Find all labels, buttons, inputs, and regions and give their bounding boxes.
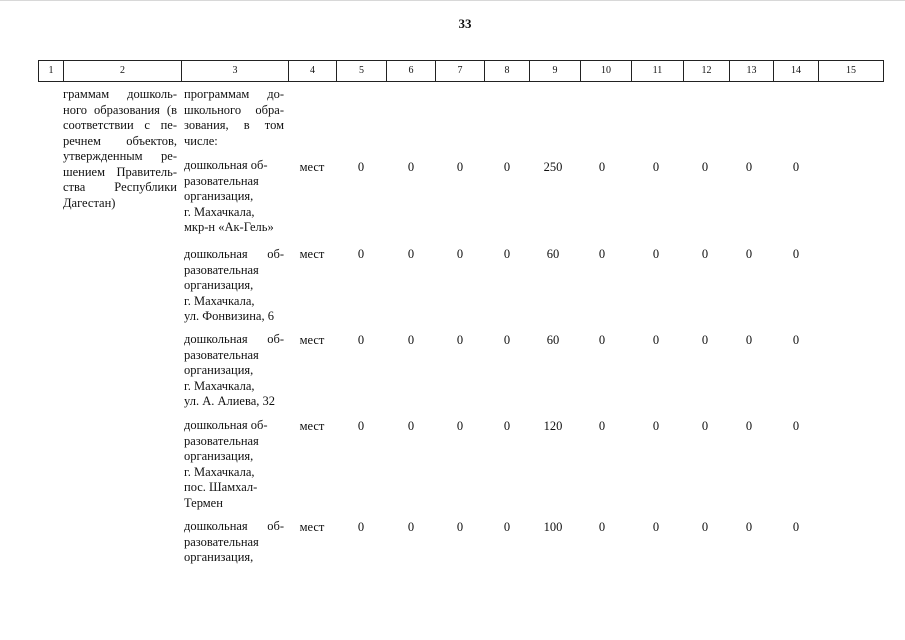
value-cell: 0 <box>407 333 415 347</box>
object-line: пос. Шамхал- <box>184 480 258 494</box>
value-cell: 0 <box>792 520 800 534</box>
object-line: дошкольная об- <box>184 247 284 261</box>
value-cell: 0 <box>598 160 606 174</box>
value-cell: 0 <box>456 333 464 347</box>
unit-cell: мест <box>299 520 325 534</box>
object-line: организация, <box>184 363 254 377</box>
header-cell-8: 8 <box>485 61 530 82</box>
value-cell: 120 <box>543 419 563 433</box>
value-cell: 0 <box>357 520 365 534</box>
value-cell: 0 <box>456 247 464 261</box>
object-line: дошкольная об- <box>184 519 284 533</box>
col3-intro <box>184 87 284 149</box>
col2-line: речнем объектов, <box>63 133 177 148</box>
intro-line: числе: <box>184 133 218 148</box>
value-cell: 0 <box>745 247 753 261</box>
header-cell-6: 6 <box>387 61 436 82</box>
value-cell: 0 <box>456 520 464 534</box>
value-cell: 0 <box>652 160 660 174</box>
value-cell: 0 <box>503 160 511 174</box>
header-cell-5: 5 <box>337 61 387 82</box>
header-cell-15: 15 <box>819 61 884 82</box>
value-cell: 100 <box>543 520 563 534</box>
unit-cell: мест <box>299 160 325 174</box>
col2-line: граммам дошколь- <box>63 87 177 101</box>
value-cell: 0 <box>456 419 464 433</box>
header-cell-12: 12 <box>684 61 730 82</box>
table-row <box>0 246 905 262</box>
header-row <box>39 61 884 82</box>
intro-line: зования, в том <box>184 118 284 132</box>
value-cell: 0 <box>792 419 800 433</box>
value-cell: 0 <box>407 160 415 174</box>
table-row <box>0 519 905 535</box>
col2-line: Дагестан) <box>63 195 116 210</box>
value-cell: 0 <box>701 520 709 534</box>
object-line: Термен <box>184 495 223 510</box>
object-line: г. Махачкала, <box>184 378 255 393</box>
value-cell: 0 <box>701 247 709 261</box>
object-line: г. Махачкала, <box>184 293 255 308</box>
object-line: разовательная <box>184 262 259 277</box>
value-cell: 0 <box>652 520 660 534</box>
col2-description <box>63 87 177 211</box>
top-rule <box>0 0 905 1</box>
value-cell: 0 <box>701 333 709 347</box>
value-cell: 60 <box>546 247 560 261</box>
value-cell: 0 <box>598 247 606 261</box>
column-number-header <box>38 60 884 82</box>
object-line: разовательная <box>184 433 259 448</box>
value-cell: 0 <box>357 247 365 261</box>
header-cell-7: 7 <box>436 61 485 82</box>
value-cell: 0 <box>598 419 606 433</box>
value-cell: 0 <box>652 419 660 433</box>
object-line: г. Махачкала, <box>184 464 255 479</box>
object-line: мкр-н «Ак-Гель» <box>184 220 274 234</box>
value-cell: 0 <box>598 520 606 534</box>
object-line: дошкольная об- <box>184 158 268 172</box>
col2-line: шением Правитель- <box>63 164 177 179</box>
header-cell-3: 3 <box>182 61 289 82</box>
object-line: разовательная <box>184 347 259 362</box>
value-cell: 0 <box>407 419 415 433</box>
object-line: организация, <box>184 189 254 203</box>
value-cell: 60 <box>546 333 560 347</box>
intro-line: школьного обра- <box>184 102 284 117</box>
value-cell: 0 <box>503 333 511 347</box>
table-row <box>0 418 905 434</box>
object-line: дошкольная об- <box>184 332 284 346</box>
header-cell-4: 4 <box>289 61 337 82</box>
value-cell: 0 <box>792 333 800 347</box>
object-line: дошкольная об- <box>184 418 268 432</box>
value-cell: 0 <box>407 247 415 261</box>
value-cell: 0 <box>792 247 800 261</box>
unit-cell: мест <box>299 419 325 433</box>
object-line: г. Махачкала, <box>184 204 255 219</box>
table-row <box>0 159 905 175</box>
header-cell-14: 14 <box>774 61 819 82</box>
value-cell: 0 <box>652 247 660 261</box>
value-cell: 0 <box>745 333 753 347</box>
object-line: организация, <box>184 550 254 564</box>
col2-line: ного образования (в <box>63 102 177 117</box>
value-cell: 0 <box>745 160 753 174</box>
header-cell-13: 13 <box>730 61 774 82</box>
value-cell: 0 <box>701 160 709 174</box>
value-cell: 0 <box>745 419 753 433</box>
header-cell-10: 10 <box>581 61 632 82</box>
value-cell: 0 <box>357 333 365 347</box>
value-cell: 0 <box>745 520 753 534</box>
header-cell-9: 9 <box>530 61 581 82</box>
object-line: организация, <box>184 278 254 292</box>
value-cell: 0 <box>701 419 709 433</box>
value-cell: 0 <box>792 160 800 174</box>
col2-line: ства Республики <box>63 180 177 194</box>
value-cell: 0 <box>407 520 415 534</box>
unit-cell: мест <box>299 333 325 347</box>
value-cell: 250 <box>543 160 563 174</box>
value-cell: 0 <box>503 419 511 433</box>
value-cell: 0 <box>598 333 606 347</box>
object-line: разовательная <box>184 173 259 188</box>
object-line: ул. Фонвизина, 6 <box>184 309 274 323</box>
value-cell: 0 <box>357 160 365 174</box>
object-line: организация, <box>184 449 254 463</box>
header-cell-1: 1 <box>39 61 64 82</box>
unit-cell: мест <box>299 247 325 261</box>
value-cell: 0 <box>652 333 660 347</box>
value-cell: 0 <box>503 520 511 534</box>
value-cell: 0 <box>357 419 365 433</box>
object-line: разовательная <box>184 534 259 549</box>
header-cell-2: 2 <box>64 61 182 82</box>
header-cell-11: 11 <box>632 61 684 82</box>
intro-line: программам до- <box>184 87 284 101</box>
table-row <box>0 332 905 348</box>
object-line: ул. А. Алиева, 32 <box>184 394 276 408</box>
col2-line: утвержденным ре- <box>63 149 177 163</box>
page-number: 33 <box>458 16 472 31</box>
value-cell: 0 <box>456 160 464 174</box>
col2-line: соответствии с пе- <box>63 118 177 132</box>
value-cell: 0 <box>503 247 511 261</box>
